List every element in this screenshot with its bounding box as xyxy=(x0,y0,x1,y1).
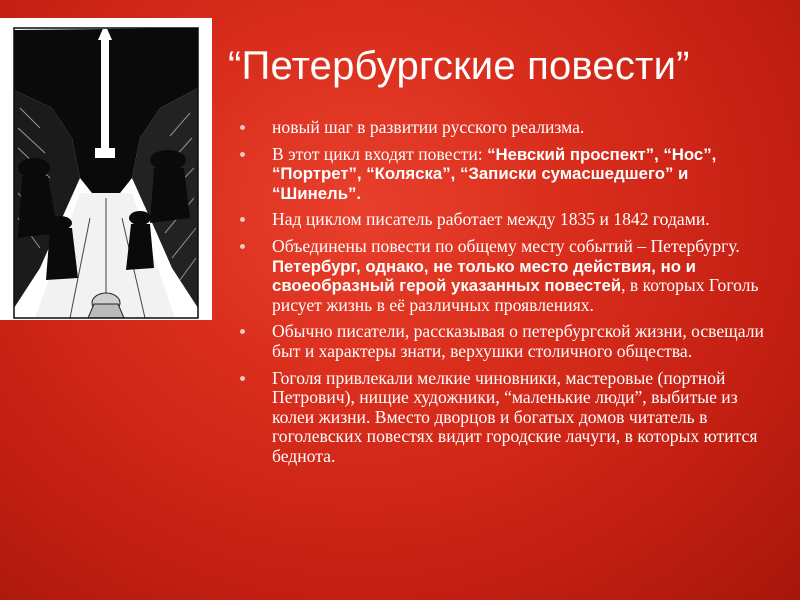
bullet-bold-text: “Невский проспект”, “Нос”, “Портрет”, “Коляска”, “Записки сумасшедшего” и “Шинель”. xyxy=(272,144,717,203)
bullet-dot-icon xyxy=(240,329,245,334)
bullet-item xyxy=(240,322,780,361)
bullet-item xyxy=(240,237,780,315)
bullet-text: , в которых Гоголь рисует жизнь в её различных проявлениях. xyxy=(272,275,759,315)
bullet-dot-icon xyxy=(240,125,245,130)
bullet-dot-icon xyxy=(240,217,245,222)
bullet-text: новый шаг в развитии русского реализма. xyxy=(272,117,585,137)
bullet-item xyxy=(240,145,780,204)
bullet-text: В этот цикл входят повести: xyxy=(272,143,488,164)
bullet-text: Обычно писатели, рассказывая о петербургской жизни, освещали быт и характеры знати, верхушки столичного общества. xyxy=(272,321,764,361)
petersburg-illustration xyxy=(0,18,212,320)
bullet-text: Над циклом писатель работает между 1835 и 1842 годами. xyxy=(272,209,710,230)
bullet-text: Объединены повести по общему месту событий – Петербургу. xyxy=(272,235,740,256)
bullet-text: Гоголя привлекали мелкие чиновники, мастеровые (портной Петрович), нищие художники, “маленькие люди”, выбитые из колеи жизни. Вместо дворцов и богатых домов читатель в гоголевских повестях видит городские лачуги, в которых ютится беднота. xyxy=(272,367,758,466)
bullet-item xyxy=(240,118,780,138)
slide-title: “Петербургские повести” xyxy=(228,44,690,88)
bullet-item xyxy=(240,210,780,230)
bullet-dot-icon xyxy=(240,152,245,157)
bullet-bold-text: Петербург, однако, не только место действия, но и своеобразный герой указанных повестей xyxy=(272,256,696,296)
bullet-list xyxy=(240,118,780,474)
bullet-item xyxy=(240,369,780,467)
bullet-dot-icon xyxy=(240,244,245,249)
bullet-dot-icon xyxy=(240,376,245,381)
